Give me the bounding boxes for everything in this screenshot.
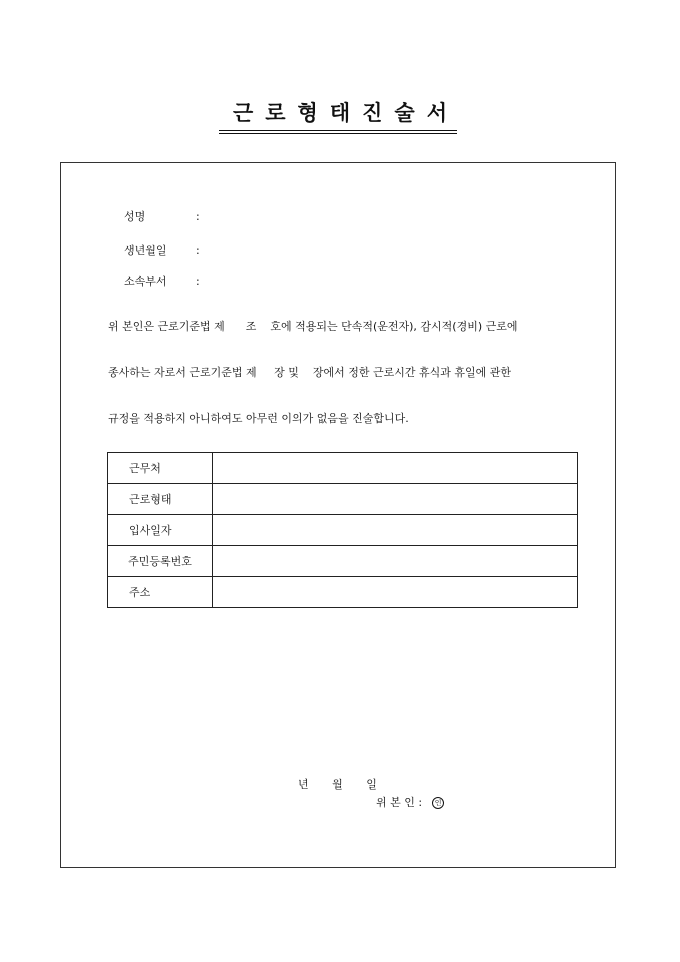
title-underline-bottom <box>219 133 457 134</box>
signer-label: 위 본 인 : <box>376 796 423 809</box>
row-label: 주소 <box>129 586 151 599</box>
date-line: 년 월 일 <box>298 778 377 791</box>
field-birthdate-colon: : <box>196 244 200 257</box>
field-name-label: 성명 <box>124 210 146 223</box>
statement-line-1: 위 본인은 근로기준법 제 조 호에 적용되는 단속적(운전자), 감시적(경비) 근로에 <box>108 320 518 333</box>
field-birthdate <box>124 244 200 258</box>
row-value-cell[interactable] <box>213 577 578 608</box>
field-department <box>124 275 200 289</box>
table-row <box>108 515 578 546</box>
statement-line-2: 종사하는 자로서 근로기준법 제 장 및 장에서 정한 근로시간 휴식과 휴일에 관한 <box>108 366 511 379</box>
field-department-colon: : <box>196 275 200 288</box>
row-label: 주민등록번호 <box>128 555 192 568</box>
row-label-cell <box>108 453 213 484</box>
row-label-cell <box>108 546 213 577</box>
row-label-cell <box>108 515 213 546</box>
statement-line-3: 규정을 적용하지 아니하여도 아무런 이의가 없음을 진술합니다. <box>108 412 409 425</box>
field-name <box>124 210 200 224</box>
field-name-colon: : <box>196 210 200 223</box>
row-label-cell <box>108 577 213 608</box>
document-title: 근로형태진술서 <box>232 101 459 125</box>
row-value-cell[interactable] <box>213 453 578 484</box>
info-table <box>107 452 578 608</box>
field-birthdate-label: 생년월일 <box>124 244 167 257</box>
row-label: 입사일자 <box>129 524 172 537</box>
row-value-cell[interactable] <box>213 484 578 515</box>
title-underline-top <box>219 130 457 131</box>
field-department-label: 소속부서 <box>124 275 167 288</box>
row-value-cell[interactable] <box>213 515 578 546</box>
row-label-cell <box>108 484 213 515</box>
table-row <box>108 577 578 608</box>
seal-icon: 인 <box>432 797 444 809</box>
table-row <box>108 484 578 515</box>
row-value-cell[interactable] <box>213 546 578 577</box>
row-label: 근무처 <box>129 462 161 475</box>
table-row <box>108 546 578 577</box>
table-row <box>108 453 578 484</box>
signature-line <box>376 796 444 810</box>
row-label: 근로형태 <box>129 493 172 506</box>
